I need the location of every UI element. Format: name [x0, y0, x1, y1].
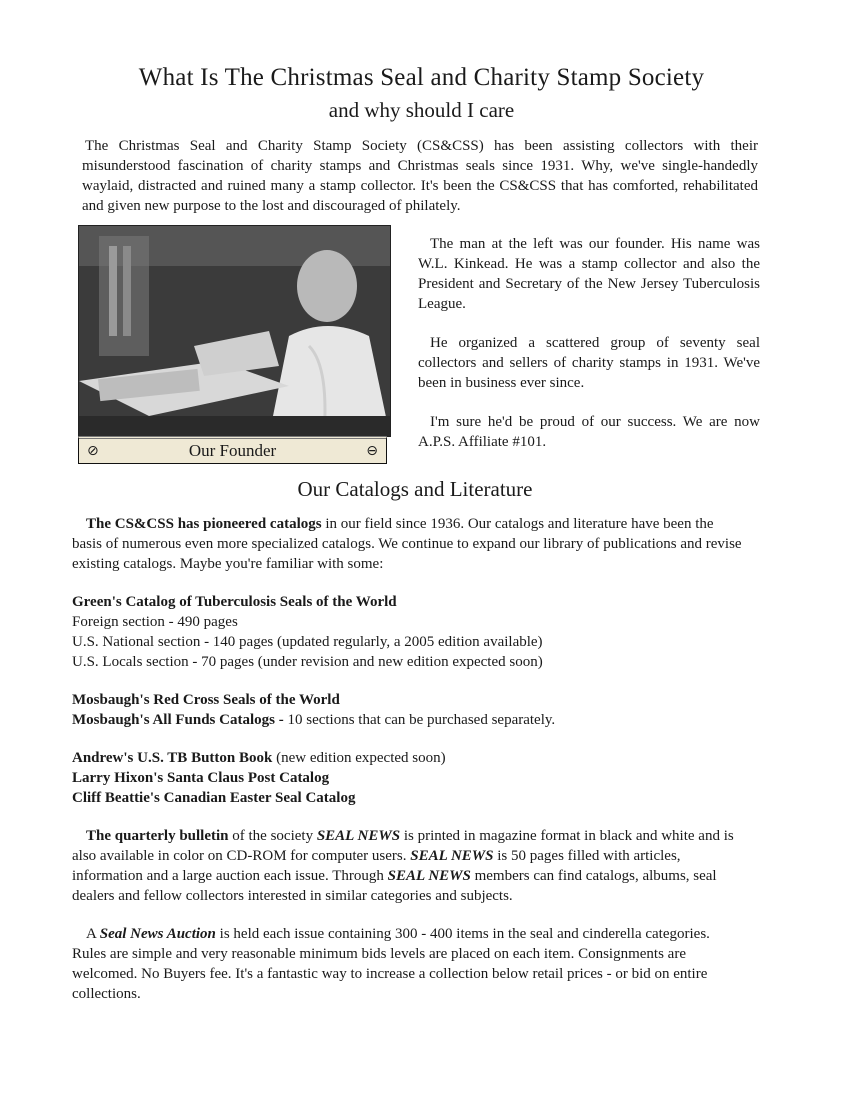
mosbaugh-all-funds-title: Mosbaugh's All Funds Catalogs -: [72, 712, 284, 728]
auction-text: is held each issue containing 300 - 400 items in the seal and cinderella categories. Rules are simple and very reasonable minimum bids levels are placed on each item. Consignments are welcomed. No Buyers fee. It's a fantastic way to increase a collection below retail prices - or bid on entire collections.: [72, 926, 710, 1002]
green-catalog-item: Foreign section - 490 pages: [72, 614, 238, 630]
founder-paragraph: I'm sure he'd be proud of our success. We are now A.P.S. Affiliate #101.: [418, 414, 760, 450]
mosbaugh-all-funds-line: [72, 710, 744, 730]
green-catalog-group: [72, 592, 744, 672]
mosbaugh-catalog-group: [72, 690, 744, 730]
founder-paragraph: He organized a scattered group of seventy seal collectors and sellers of charity stamps in 1931. We've been in business ever since.: [418, 335, 760, 391]
other-catalogs-group: [72, 748, 744, 808]
seal-news-name: SEAL NEWS: [387, 868, 471, 884]
catalogs-intro-paragraph: [72, 514, 744, 574]
green-catalog-item: U.S. Locals section - 70 pages (under revision and new edition expected soon): [72, 654, 543, 670]
bulletin-bold: The quarterly bulletin: [86, 828, 229, 844]
bulletin-paragraph: [72, 826, 744, 906]
mosbaugh-all-funds-text: 10 sections that can be purchased separately.: [283, 712, 556, 728]
founder-photo-frame: [78, 225, 389, 467]
catalogs-intro-bold: The CS&CSS has pioneered catalogs: [86, 516, 322, 532]
founder-photo: [78, 225, 391, 437]
andrew-button-book-title: Andrew's U.S. TB Button Book: [72, 750, 273, 766]
beattie-catalog-title: Cliff Beattie's Canadian Easter Seal Catalog: [72, 790, 356, 806]
bulletin-text: of the society: [228, 828, 317, 844]
seal-news-name: SEAL NEWS: [410, 848, 494, 864]
founder-caption-bar: [78, 436, 387, 464]
page-subtitle: and why should I care: [328, 98, 515, 122]
page-title: What Is The Christmas Seal and Charity Stamp Society: [138, 64, 705, 91]
catalogs-heading: Our Catalogs and Literature: [297, 477, 533, 501]
auction-name: Seal News Auction: [99, 926, 216, 942]
green-catalog-item: U.S. National section - 140 pages (updated regularly, a 2005 edition available): [72, 634, 543, 650]
founder-caption: Our Founder: [188, 441, 277, 460]
intro-paragraph: The Christmas Seal and Charity Stamp Society (CS&CSS) has been assisting collectors with their misunderstood fascination of charity stamps and Christmas seals since 1931. Why, we've single-handedly waylaid, distracted and ruined many a stamp collector. It's been the CS&CSS that has comforted, rehabilitated and given new purpose to the lost and discouraged of philately.: [82, 138, 758, 214]
founder-text-column: [418, 234, 760, 471]
bulletin-text: is 50 pages filled with articles, information and a large auction each issue. Through: [72, 848, 681, 884]
catalogs-section: [72, 514, 744, 1022]
andrew-button-book-text: (new edition expected soon): [272, 750, 446, 766]
auction-paragraph: [72, 924, 744, 1004]
seal-news-name: SEAL NEWS: [316, 828, 401, 844]
slash-circle-icon: ⊘: [87, 443, 99, 459]
bulletin-text: members can find catalogs, albums, seal dealers and fellow collectors interested in similar categories and subjects.: [72, 868, 717, 904]
mosbaugh-red-cross-title: Mosbaugh's Red Cross Seals of the World: [72, 692, 340, 708]
founder-paragraph: The man at the left was our founder. His name was W.L. Kinkead. He was a stamp collector and also the President and Secretary of the New Jersey Tuberculosis League.: [418, 236, 760, 312]
andrew-button-book-line: [72, 748, 744, 768]
hixon-catalog-title: Larry Hixon's Santa Claus Post Catalog: [72, 770, 330, 786]
minus-circle-icon: ⊖: [366, 443, 378, 459]
bulletin-text: is printed in magazine format in black and white and is also available in color on CD-ROM for computer users.: [72, 828, 734, 864]
founder-photo-illustration: [79, 226, 390, 436]
auction-text: A: [86, 926, 100, 942]
green-catalog-title: Green's Catalog of Tuberculosis Seals of the World: [72, 594, 397, 610]
catalogs-intro-text: in our field since 1936. Our catalogs and literature have been the basis of numerous even more specialized catalogs. We continue to expand our library of publications and revise existing catalogs. Maybe you're familiar with some:: [72, 516, 742, 572]
